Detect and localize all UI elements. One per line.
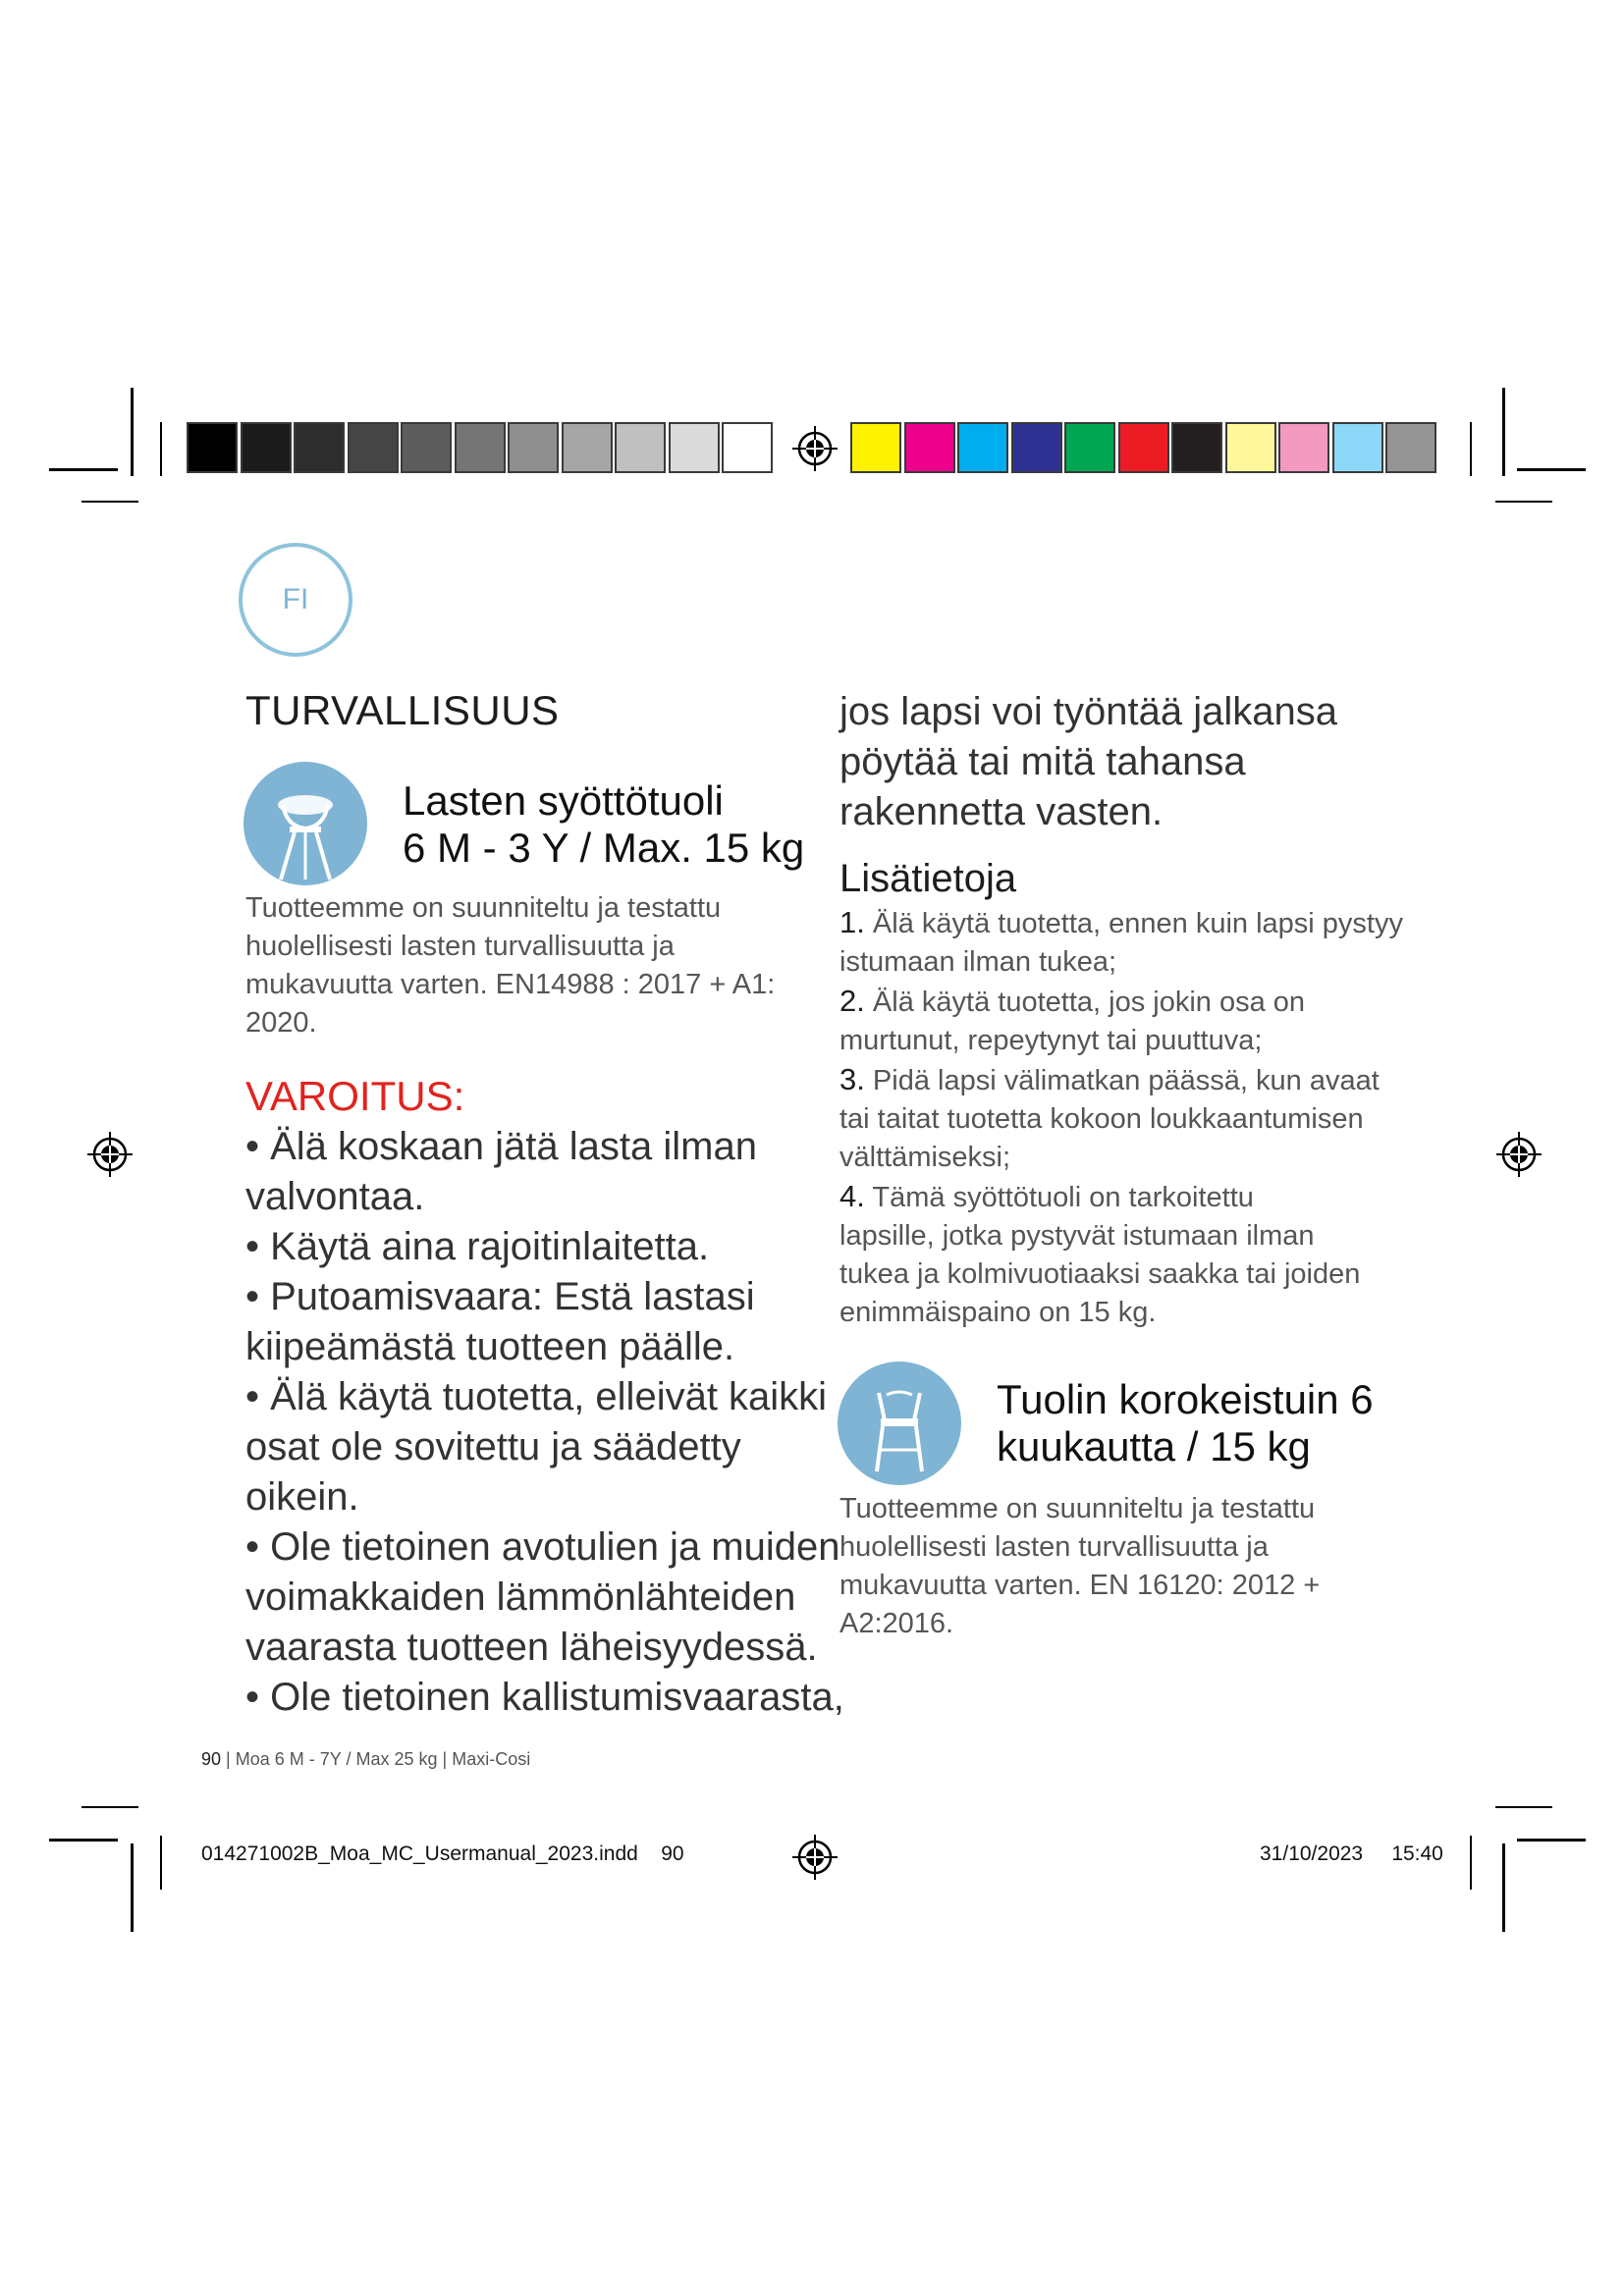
page-footer — [201, 1749, 530, 1770]
crop-mark — [49, 468, 118, 471]
page-number: 90 — [201, 1749, 222, 1769]
crop-mark — [1470, 1836, 1472, 1890]
crop-mark — [1517, 1839, 1586, 1842]
section-title: TURVALLISUUS — [245, 687, 560, 733]
info-item-line: välttämiseksi; — [839, 1142, 1011, 1173]
registration-mark-icon — [790, 424, 839, 473]
info-item — [839, 903, 1403, 943]
color-swatch — [348, 422, 399, 473]
warning-line: valvontaa. — [245, 1175, 425, 1218]
color-swatch — [1332, 422, 1383, 473]
crop-mark — [160, 1836, 162, 1890]
footer-product: Moa 6 M - 7Y / Max 25 kg — [235, 1749, 438, 1769]
info-item-line: istumaan ilman tukea; — [839, 946, 1117, 978]
color-swatch — [957, 422, 1008, 473]
product1-title-line1: Lasten syöttötuoli — [403, 777, 724, 824]
separator: | — [226, 1749, 236, 1769]
text-line: A2:2016. — [839, 1608, 954, 1639]
slug-filename: 014271002B_Moa_MC_Usermanual_2023.indd — [201, 1842, 638, 1865]
color-swatch — [904, 422, 955, 473]
slug-time: 15:40 — [1391, 1842, 1443, 1865]
text-line: Tuotteemme on suunniteltu ja testattu — [839, 1493, 1316, 1524]
color-swatch — [455, 422, 506, 473]
text-line: Tuotteemme on suunniteltu ja testattu — [245, 892, 722, 924]
product2-title-line2: kuukautta / 15 kg — [997, 1423, 1311, 1469]
language-badge — [239, 543, 352, 657]
crop-mark — [1495, 501, 1552, 503]
crop-mark — [49, 1839, 118, 1842]
warning-line: osat ole sovitettu ja säädetty — [245, 1425, 741, 1468]
warning-line: jos lapsi voi työntää jalkansa — [839, 690, 1337, 733]
crop-mark — [1502, 388, 1505, 476]
slug-page: 90 — [661, 1842, 684, 1865]
warning-line: pöytää tai mitä tahansa — [839, 740, 1246, 783]
info-item — [839, 1177, 1403, 1217]
text-line: mukavuutta varten. EN 16120: 2012 + — [839, 1570, 1321, 1601]
color-swatch — [562, 422, 613, 473]
info-item-text: Pidä lapsi välimatkan päässä, kun avaat — [872, 1065, 1380, 1096]
warning-line: oikein. — [245, 1475, 359, 1519]
color-swatch — [401, 422, 452, 473]
info-item-line: tukea ja kolmivuotiaaksi saakka tai joiden — [839, 1258, 1361, 1290]
color-swatch — [1278, 422, 1329, 473]
color-swatch — [1011, 422, 1062, 473]
warning-line: rakennetta vasten. — [839, 790, 1164, 833]
crop-mark — [160, 422, 162, 476]
info-item-number: 3. — [839, 1062, 865, 1096]
text-line: 2020. — [245, 1007, 317, 1039]
product1-title-line2: 6 M - 3 Y / Max. 15 kg — [403, 825, 805, 871]
registration-mark-icon — [790, 1833, 839, 1882]
product1-description — [245, 889, 775, 1042]
crop-mark — [1502, 1843, 1505, 1932]
crop-mark — [81, 1806, 138, 1808]
product2-title — [997, 1376, 1374, 1470]
warning-list — [245, 1122, 844, 1723]
info-item-number: 1. — [839, 905, 865, 939]
footer-brand: Maxi-Cosi — [452, 1749, 531, 1769]
info-item-number: 2. — [839, 984, 865, 1018]
color-swatch — [669, 422, 720, 473]
crop-mark — [131, 388, 134, 476]
color-swatch — [508, 422, 559, 473]
warning-line: • Käytä aina rajoitinlaitetta. — [245, 1225, 710, 1268]
registration-mark-icon — [1494, 1130, 1543, 1179]
language-code: FI — [282, 583, 309, 615]
warning-line: • Putoamisvaara: Estä lastasi — [245, 1275, 755, 1318]
separator: | — [442, 1749, 453, 1769]
crop-mark — [1495, 1806, 1552, 1808]
registration-mark-icon — [85, 1130, 135, 1179]
info-title: Lisätietoja — [839, 857, 1017, 900]
info-item-line: enimmäispaino on 15 kg. — [839, 1297, 1157, 1328]
color-swatch — [1064, 422, 1115, 473]
print-slug-file — [201, 1842, 684, 1866]
info-list — [839, 903, 1403, 1332]
color-swatch — [1385, 422, 1436, 473]
warning-line: voimakkaiden lämmönlähteiden — [245, 1575, 796, 1619]
color-swatch — [187, 422, 238, 473]
info-item-number: 4. — [839, 1179, 865, 1213]
product1-title — [403, 777, 804, 872]
product2-description — [839, 1490, 1320, 1643]
info-item-line: murtunut, repeytynyt tai puuttuva; — [839, 1025, 1263, 1056]
text-line: huolellisesti lasten turvallisuutta ja — [839, 1531, 1269, 1563]
warning-line: vaarasta tuotteen läheisyydessä. — [245, 1626, 818, 1669]
warning-line: • Ole tietoinen avotulien ja muiden — [245, 1525, 840, 1569]
warning-line: • Ole tietoinen kallistumisvaarasta, — [245, 1676, 844, 1719]
color-swatch — [850, 422, 901, 473]
info-item — [839, 1060, 1403, 1100]
color-swatch — [722, 422, 773, 473]
text-line: huolellisesti lasten turvallisuutta ja — [245, 931, 675, 962]
booster-seat-icon — [838, 1362, 961, 1485]
info-item-line: tai taitat tuotetta kokoon loukkaantumisen — [839, 1103, 1364, 1135]
crop-mark — [1517, 468, 1586, 471]
high-chair-icon — [244, 762, 367, 885]
info-item-text: Tämä syöttötuoli on tarkoitettu — [872, 1182, 1254, 1213]
color-swatch — [241, 422, 292, 473]
warning-title: VAROITUS: — [245, 1073, 465, 1119]
slug-date: 31/10/2023 — [1260, 1842, 1364, 1865]
text-line: mukavuutta varten. EN14988 : 2017 + A1: — [245, 969, 776, 1000]
color-swatch — [615, 422, 666, 473]
crop-mark — [1470, 422, 1472, 476]
product2-title-line1: Tuolin korokeistuin 6 — [997, 1376, 1374, 1422]
crop-mark — [131, 1843, 134, 1932]
color-swatch — [1171, 422, 1222, 473]
info-item-text: Älä käytä tuotetta, jos jokin osa on — [872, 987, 1306, 1018]
warning-line: kiipeämästä tuotteen päälle. — [245, 1325, 735, 1368]
crop-mark — [81, 501, 138, 503]
color-swatch — [1225, 422, 1276, 473]
warning-line: • Älä koskaan jätä lasta ilman — [245, 1125, 757, 1168]
color-swatch — [294, 422, 345, 473]
info-item-line: lapsille, jotka pystyvät istumaan ilman — [839, 1220, 1315, 1252]
info-item-text: Älä käytä tuotetta, ennen kuin lapsi pystyy — [872, 908, 1403, 939]
color-swatch — [1118, 422, 1169, 473]
print-slug-datetime — [1260, 1842, 1443, 1866]
warning-line: • Älä käytä tuotetta, elleivät kaikki — [245, 1375, 828, 1418]
warning-continued — [839, 687, 1337, 837]
info-item — [839, 982, 1403, 1022]
